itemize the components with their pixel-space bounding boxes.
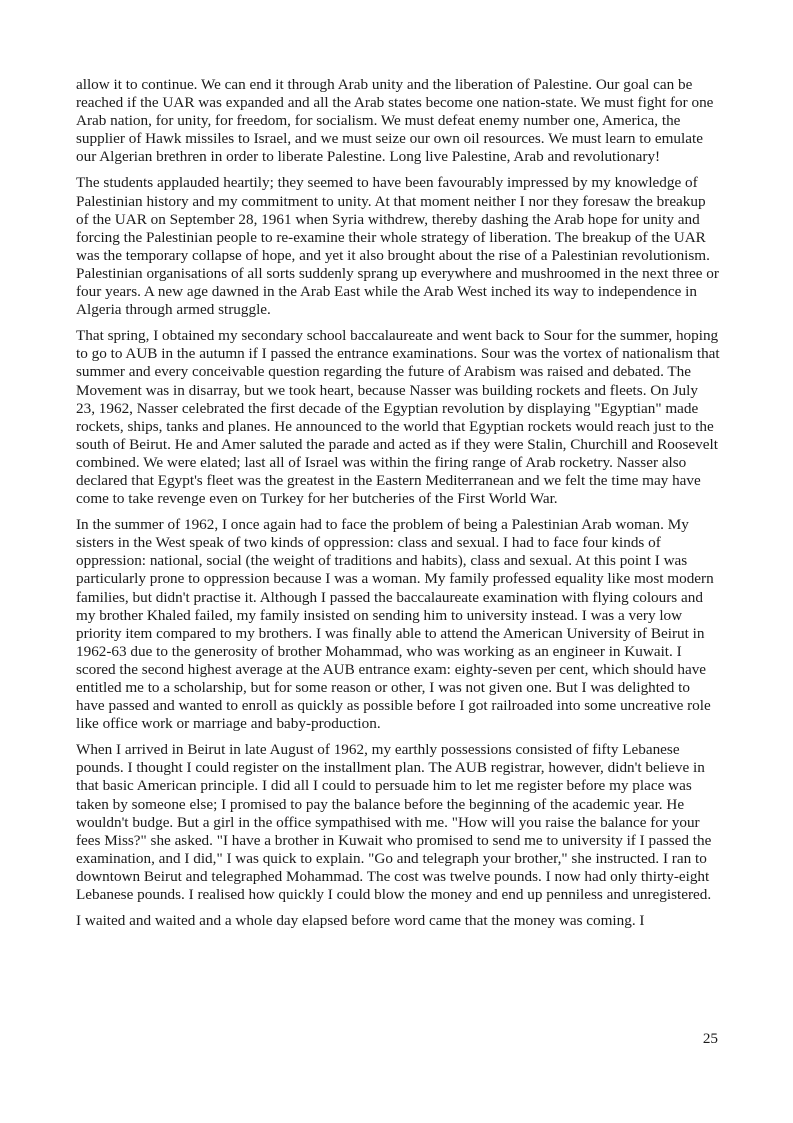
page-number: 25: [702, 1030, 718, 1047]
paragraph: I waited and waited and a whole day elapsed before word came that the money was coming. I: [76, 912, 645, 930]
paragraph: The students applauded heartily; they seemed to have been favourably impressed by my knowledge of Palestinian history and my commitment to unity. At that moment neither I nor they foresaw the breakup of the UAR on September 28, 1961 when Syria withdrew, thereby dashing the Arab hope for unity and forcing the Palestinian people to re-examine their whole strategy of liberation. The breakup of the UAR was the temporary collapse of hope, and yet it also brought about the rise of a Palestinian revolutionism. Palestinian organisations of all sorts suddenly sprang up everywhere and mushroomed in the next three or four years. A new age dawned in the Arab East while the Arab West inched its way to independence in Algeria through armed struggle.: [76, 174, 719, 319]
paragraph: allow it to continue. We can end it through Arab unity and the liberation of Palestine. Our goal can be reached if the UAR was expanded and all the Arab states become one nation-state. We must fight for one Arab nation, for unity, for freedom, for socialism. We must defeat enemy number one, America, the supplier of Hawk missiles to Israel, and we must seize our own oil resources. We must learn to emulate our Algerian brethren in order to liberate Palestine. Long live Palestine, Arab and revolutionary!: [76, 76, 714, 166]
paragraph: In the summer of 1962, I once again had to face the problem of being a Palestinian Arab woman. My sisters in the West speak of two kinds of oppression: class and sexual. I had to face four kinds of oppression: national, social (the weight of traditions and habits), class and sexual. At this point I was particularly prone to oppression because I was a woman. My family professed equality like most modern families, but didn't practise it. Although I passed the baccalaureate examination with flying colours and my brother Khaled failed, my family insisted on sending him to university instead. I was a very low priority item compared to my brothers. I was finally able to attend the American University of Beirut in 1962-63 due to the generosity of brother Mohammad, who was working as an engineer in Kuwait. I scored the second highest average at the AUB entrance exam: eighty-seven per cent, which should have entitled me to a scholarship, but for some reason or other, I was not given one. But I was delighted to have passed and wanted to enroll as quickly as possible before I got railroaded into some uncreative role like office work or marriage and baby-production.: [76, 516, 714, 733]
body-text: [76, 76, 720, 938]
paragraph: That spring, I obtained my secondary school baccalaureate and went back to Sour for the summer, hoping to go to AUB in the autumn if I passed the entrance examinations. Sour was the vortex of nationalism that summer and every conceivable question regarding the future of Arabism was raised and debated. The Movement was in disarray, but we took heart, because Nasser was building rockets and fleets. On July 23, 1962, Nasser celebrated the first decade of the Egyptian revolution by displaying "Egyptian" made rockets, ships, tanks and planes. He announced to the world that Egyptian rockets would reach just to the south of Beirut. He and Amer saluted the parade and acted as if they were Stalin, Churchill and Roosevelt combined. We were elated; last all of Israel was within the firing range of Arab rocketry. Nasser also declared that Egypt's fleet was the greatest in the Eastern Mediterranean and we felt the time may have come to take revenge even on Turkey for her butcheries of the First World War.: [76, 327, 720, 508]
paragraph: When I arrived in Beirut in late August of 1962, my earthly possessions consisted of fifty Lebanese pounds. I thought I could register on the installment plan. The AUB registrar, however, didn't believe in that basic American principle. I did all I could to persuade him to let me register before my place was taken by someone else; I promised to pay the balance before the beginning of the academic year. He wouldn't budge. But a girl in the office sympathised with me. "How will you raise the balance for your fees Miss?" she asked. "I have a brother in Kuwait who promised to send me to university if I passed the examination, and I did," I was quick to explain. "Go and telegraph your brother," she instructed. I ran to downtown Beirut and telegraphed Mohammad. The cost was twelve pounds. I now had only thirty-eight Lebanese pounds. I realised how quickly I could blow the money and end up penniless and unregistered.: [76, 741, 712, 904]
